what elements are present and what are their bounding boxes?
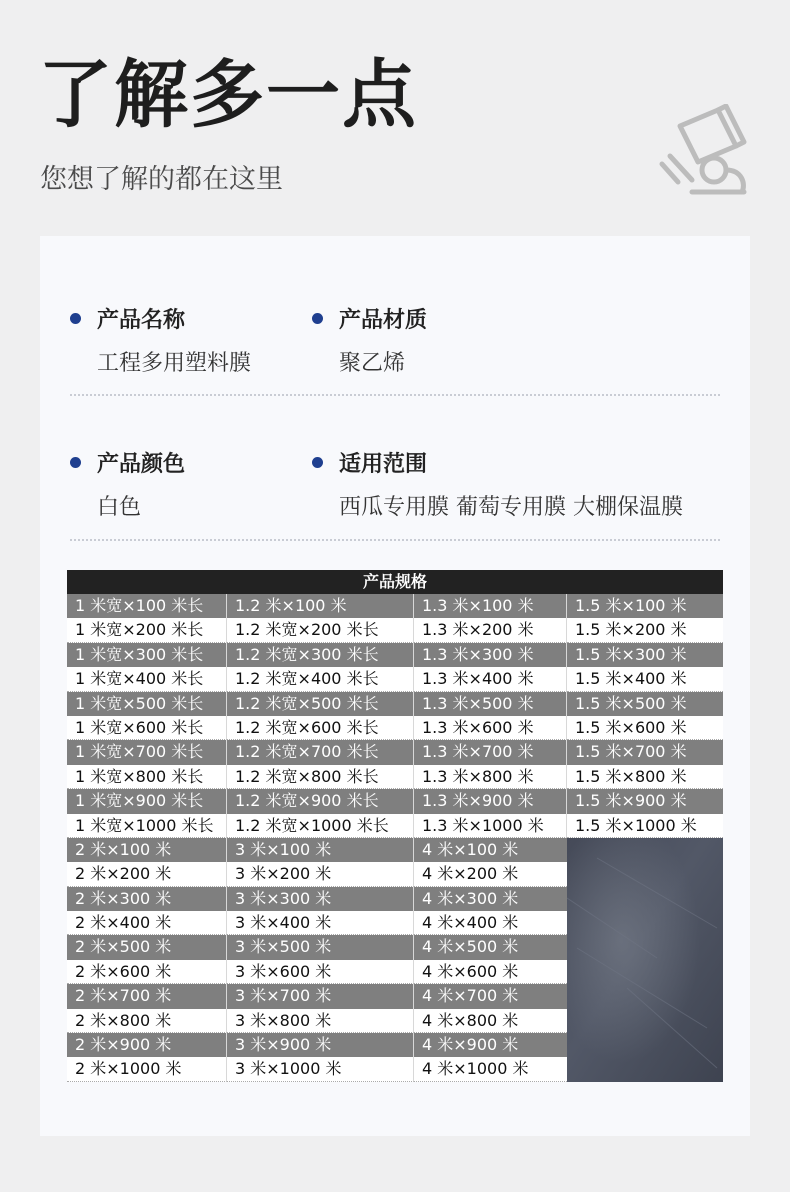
table-cell: 1.5 米×500 米 xyxy=(567,692,723,716)
table-cell: 1 米宽×200 米长 xyxy=(67,618,227,642)
table-cell: 4 米×800 米 xyxy=(414,1009,567,1033)
table-cell: 1 米宽×700 米长 xyxy=(67,740,227,764)
table-row xyxy=(67,740,723,764)
table-cell: 4 米×900 米 xyxy=(414,1033,567,1057)
info-value: 聚乙烯 xyxy=(339,351,406,376)
table-cell: 3 米×900 米 xyxy=(227,1033,414,1057)
spec-table xyxy=(67,570,723,1082)
table-cell: 1.5 米×800 米 xyxy=(567,765,723,789)
table-cell: 4 米×500 米 xyxy=(414,935,567,959)
info-value: 白色 xyxy=(97,495,142,520)
table-cell: 1.2 米宽×400 米长 xyxy=(227,667,414,691)
page-subtitle: 您想了解的都在这里 xyxy=(40,164,283,195)
info-value: 西瓜专用膜 葡萄专用膜 大棚保温膜 xyxy=(339,495,683,520)
spec-table-title: 产品规格 xyxy=(67,570,723,594)
table-row xyxy=(67,643,723,667)
table-cell: 1.3 米×100 米 xyxy=(414,594,567,618)
info-label: 产品材质 xyxy=(339,307,428,333)
divider xyxy=(70,539,720,541)
dot-icon xyxy=(70,457,81,468)
table-cell: 1.5 米×900 米 xyxy=(567,789,723,813)
spec-table-body xyxy=(67,594,723,1082)
table-cell: 1.5 米×400 米 xyxy=(567,667,723,691)
table-cell: 1.2 米宽×700 米长 xyxy=(227,740,414,764)
table-cell: 1.2 米宽×500 米长 xyxy=(227,692,414,716)
table-cell: 1.2 米×100 米 xyxy=(227,594,414,618)
table-cell: 1.3 米×400 米 xyxy=(414,667,567,691)
table-cell: 4 米×700 米 xyxy=(414,984,567,1008)
info-label: 适用范围 xyxy=(339,451,428,477)
info-label: 产品名称 xyxy=(97,307,186,333)
table-cell: 1.5 米×600 米 xyxy=(567,716,723,740)
table-row xyxy=(67,594,723,618)
dot-icon xyxy=(312,457,323,468)
info-row-1 xyxy=(70,302,720,392)
table-cell: 3 米×700 米 xyxy=(227,984,414,1008)
table-row xyxy=(67,618,723,642)
table-row xyxy=(67,692,723,716)
divider xyxy=(70,394,720,396)
table-cell: 2 米×300 米 xyxy=(67,887,227,911)
table-cell: 3 米×800 米 xyxy=(227,1009,414,1033)
table-cell: 1.2 米宽×300 米长 xyxy=(227,643,414,667)
info-value: 工程多用塑料膜 xyxy=(97,351,252,376)
table-cell: 1.5 米×300 米 xyxy=(567,643,723,667)
table-row xyxy=(67,814,723,838)
table-cell: 2 米×500 米 xyxy=(67,935,227,959)
table-cell: 1.5 米×100 米 xyxy=(567,594,723,618)
table-cell: 1.2 米宽×1000 米长 xyxy=(227,814,414,838)
table-cell: 1.2 米宽×900 米长 xyxy=(227,789,414,813)
table-cell: 1.2 米宽×600 米长 xyxy=(227,716,414,740)
table-cell: 4 米×600 米 xyxy=(414,960,567,984)
table-row xyxy=(67,716,723,740)
table-cell: 2 米×200 米 xyxy=(67,862,227,886)
table-cell: 1 米宽×300 米长 xyxy=(67,643,227,667)
table-cell: 2 米×900 米 xyxy=(67,1033,227,1057)
table-cell: 3 米×300 米 xyxy=(227,887,414,911)
table-cell: 4 米×200 米 xyxy=(414,862,567,886)
table-cell: 3 米×1000 米 xyxy=(227,1057,414,1081)
table-cell: 1 米宽×800 米长 xyxy=(67,765,227,789)
table-cell: 1.5 米×700 米 xyxy=(567,740,723,764)
table-cell: 3 米×500 米 xyxy=(227,935,414,959)
table-cell: 1 米宽×600 米长 xyxy=(67,716,227,740)
table-row xyxy=(67,789,723,813)
table-cell: 3 米×200 米 xyxy=(227,862,414,886)
table-cell: 1.3 米×800 米 xyxy=(414,765,567,789)
table-cell: 4 米×1000 米 xyxy=(414,1057,567,1081)
table-cell: 3 米×100 米 xyxy=(227,838,414,862)
table-cell: 1.2 米宽×800 米长 xyxy=(227,765,414,789)
table-cell: 4 米×300 米 xyxy=(414,887,567,911)
table-cell: 1.5 米×200 米 xyxy=(567,618,723,642)
table-cell: 2 米×400 米 xyxy=(67,911,227,935)
table-cell: 1 米宽×100 米长 xyxy=(67,594,227,618)
table-cell: 2 米×700 米 xyxy=(67,984,227,1008)
table-cell: 3 米×400 米 xyxy=(227,911,414,935)
table-cell: 1 米宽×500 米长 xyxy=(67,692,227,716)
table-cell: 1.3 米×900 米 xyxy=(414,789,567,813)
table-cell: 1.3 米×200 米 xyxy=(414,618,567,642)
product-info-card xyxy=(40,236,750,1136)
table-cell: 1.5 米×1000 米 xyxy=(567,814,723,838)
page-title: 了解多一点 xyxy=(38,52,418,138)
info-item-color xyxy=(70,446,185,521)
table-cell: 1 米宽×900 米长 xyxy=(67,789,227,813)
film-sample-image xyxy=(567,838,723,1082)
table-cell: 2 米×800 米 xyxy=(67,1009,227,1033)
table-cell: 1 米宽×400 米长 xyxy=(67,667,227,691)
table-row xyxy=(67,765,723,789)
table-cell: 1.2 米宽×200 米长 xyxy=(227,618,414,642)
dot-icon xyxy=(312,313,323,324)
table-cell: 1 米宽×1000 米长 xyxy=(67,814,227,838)
info-item-material xyxy=(312,302,427,377)
table-cell: 3 米×600 米 xyxy=(227,960,414,984)
table-cell: 2 米×100 米 xyxy=(67,838,227,862)
table-row xyxy=(67,667,723,691)
table-cell: 4 米×100 米 xyxy=(414,838,567,862)
table-cell: 2 米×600 米 xyxy=(67,960,227,984)
dot-icon xyxy=(70,313,81,324)
info-row-2 xyxy=(70,446,720,536)
info-item-name xyxy=(70,302,251,377)
table-cell: 1.3 米×1000 米 xyxy=(414,814,567,838)
table-cell: 1.3 米×700 米 xyxy=(414,740,567,764)
table-cell: 4 米×400 米 xyxy=(414,911,567,935)
table-cell: 1.3 米×300 米 xyxy=(414,643,567,667)
info-label: 产品颜色 xyxy=(97,451,186,477)
info-item-usage xyxy=(312,446,683,521)
table-cell: 1.3 米×500 米 xyxy=(414,692,567,716)
table-cell: 1.3 米×600 米 xyxy=(414,716,567,740)
table-cell: 2 米×1000 米 xyxy=(67,1057,227,1081)
microscope-icon xyxy=(652,104,752,202)
